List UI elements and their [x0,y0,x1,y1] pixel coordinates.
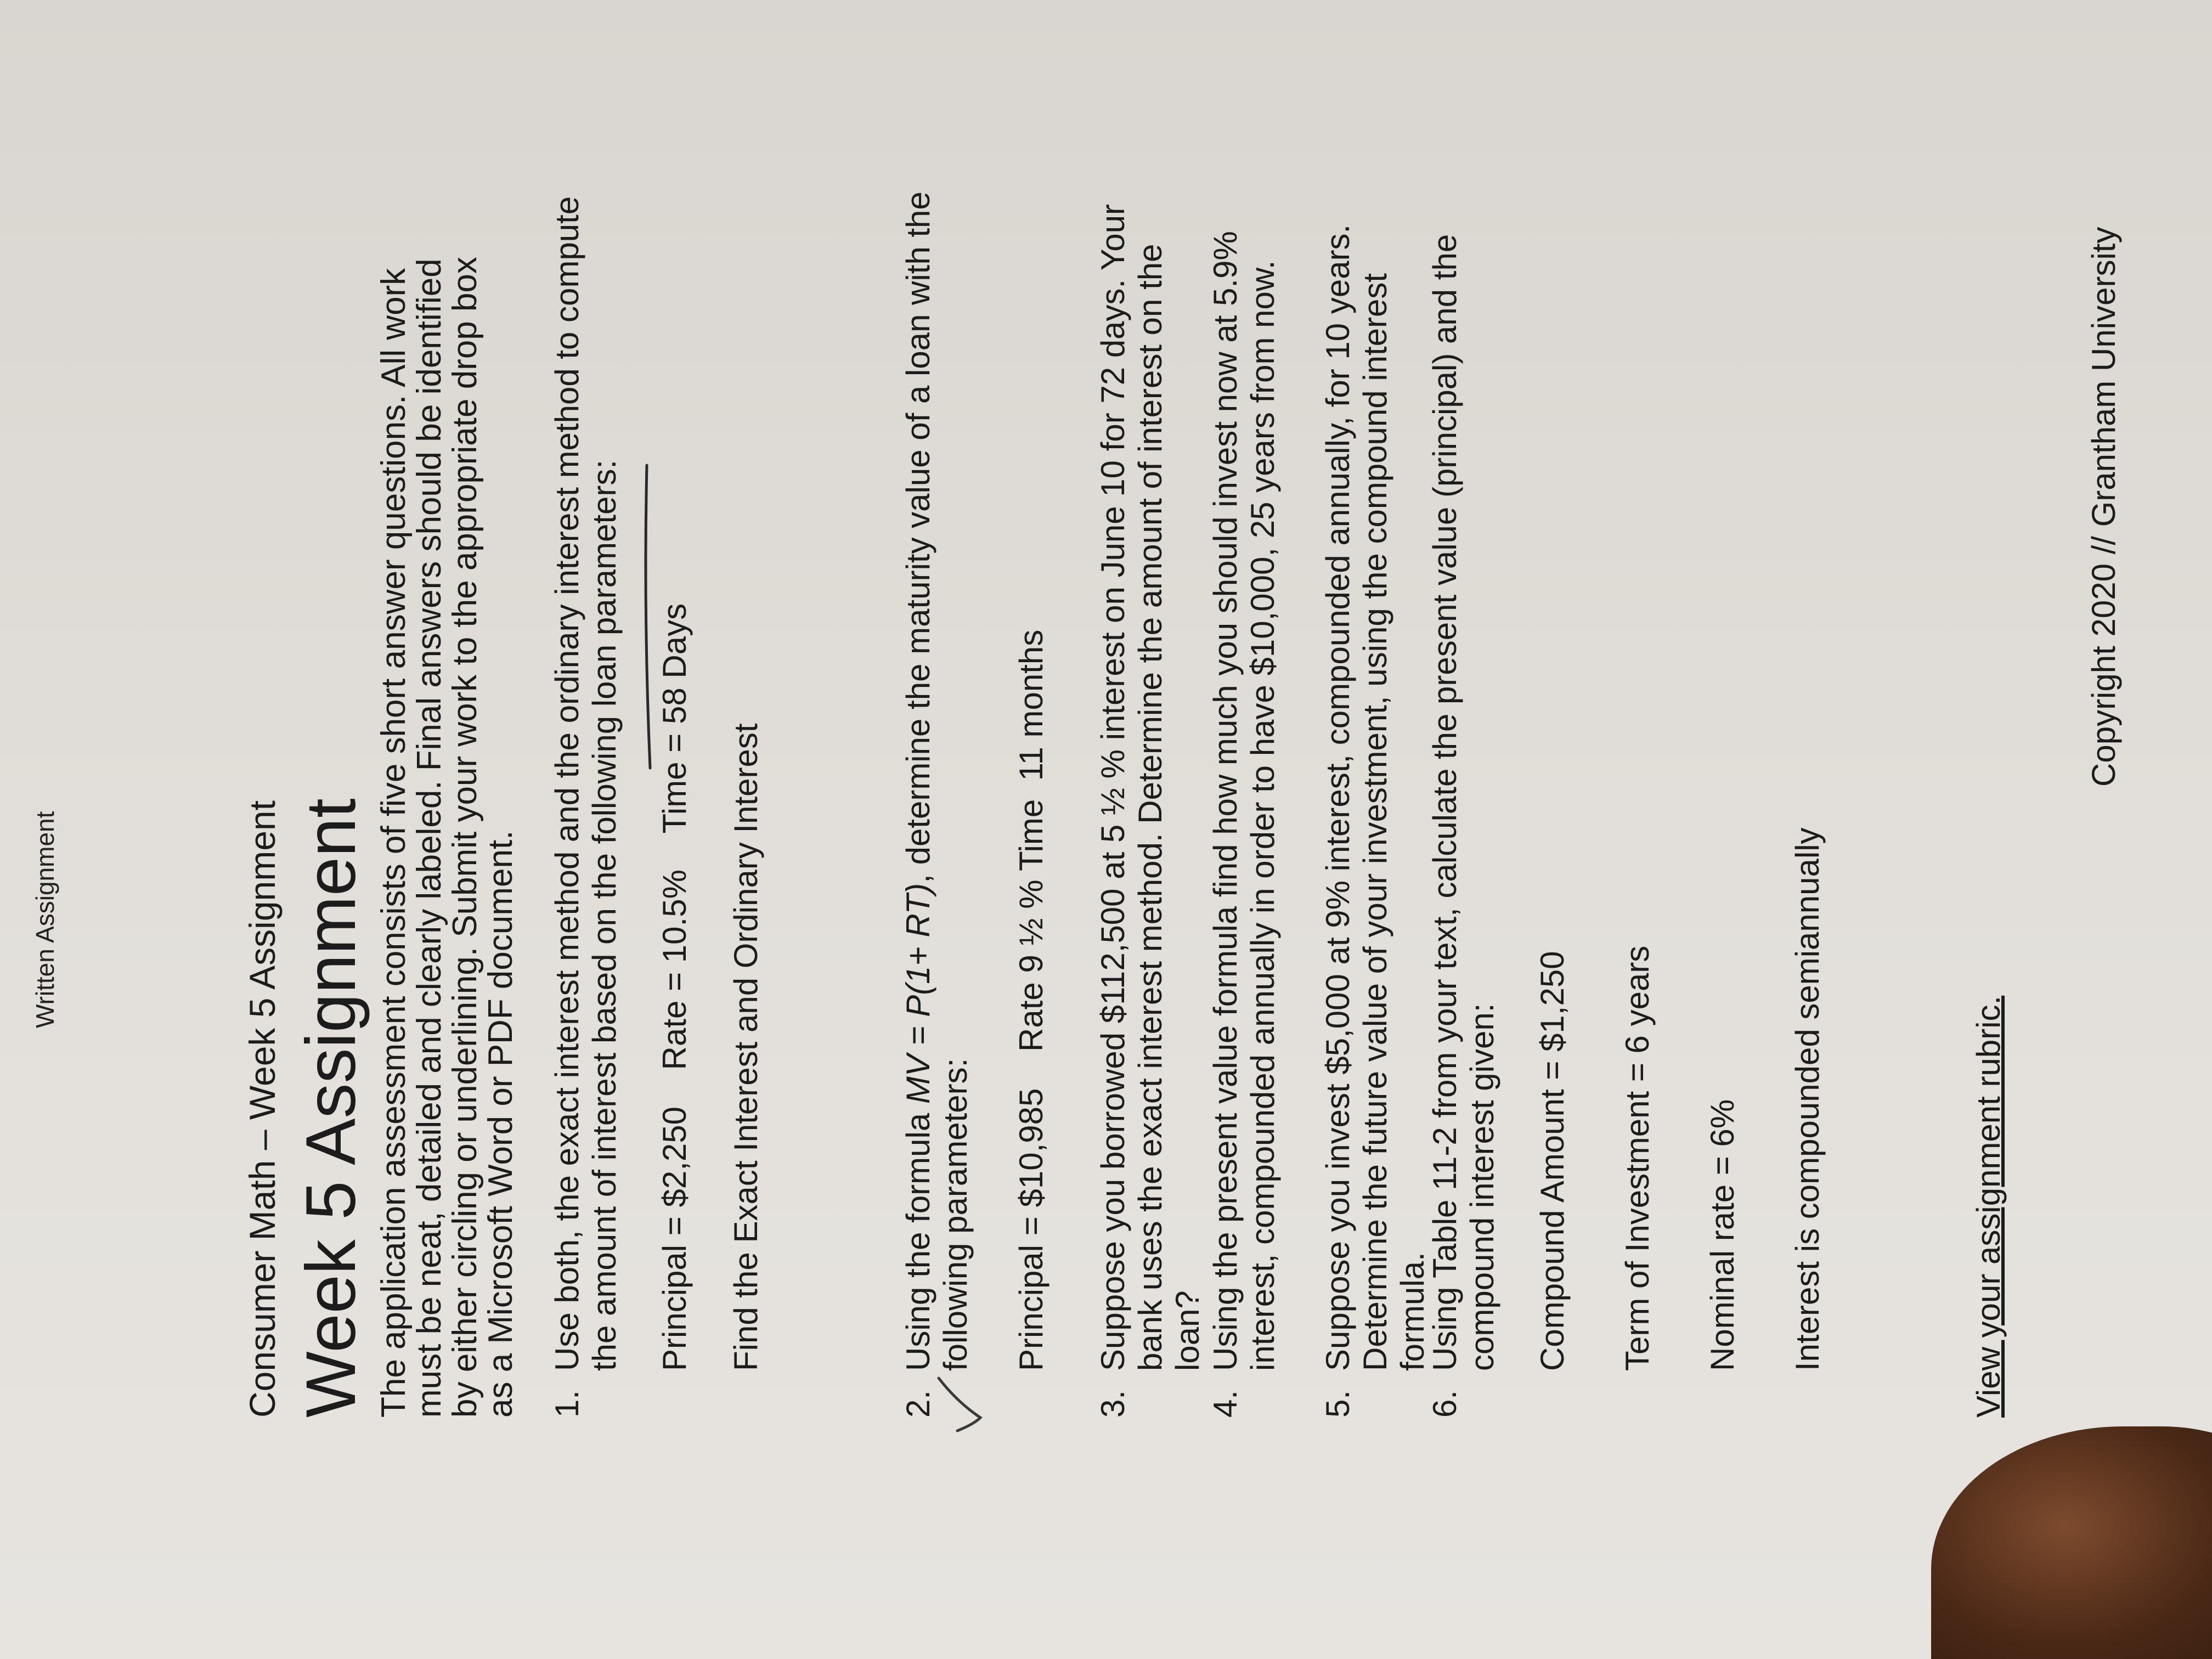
maturity-formula: MV = P(1+ RT) [900,883,936,1104]
question-1-instruction: Find the Exact Interest and Ordinary Interest [727,723,764,1371]
intro-text-questions: questions [375,404,413,550]
nominal-rate: Nominal rate = 6% [1704,1099,1741,1371]
question-number: 3. [1094,1390,1131,1418]
compound-amount: Compound Amount = $1,250 [1534,951,1571,1371]
intro-text-1: The application assessment consists of five short answer [375,550,413,1418]
term-of-investment: Term of Investment = 6 years [1619,945,1656,1371]
course-title: Consumer Math – Week 5 Assignment [242,800,283,1418]
question-number: 5. [1319,1390,1356,1418]
question-1 [549,156,623,1418]
question-text: Suppose you borrowed $112,500 at 5 ½ % interest on June 10 for 72 days. Your bank uses the exact interest method. Determine the amount of interest on the loan? [1094,204,1206,1371]
question-text-b: , determine the maturity value of a loan with the following parameters: [900,191,974,1371]
intro-text-2: . All work must be neat, detailed and clearly labeled. Final answers should be identified by either circling or underlining. Submit your work to the appropriate drop box as a Microsoft Word or PDF document. [375,257,520,1418]
question-text: Use both, the exact interest method and the ordinary interest method to compute the amount of interest based on the following loan parameters: [549,196,623,1371]
question-text-a: Using the formula [900,1104,936,1371]
question-6 [1426,156,1501,1418]
header-label: Written Assignment [31,811,59,1028]
question-number: 4. [1207,1390,1244,1418]
question-5 [1319,156,1431,1418]
question-3 [1094,156,1206,1418]
rubric-link[interactable]: View your assignment rubric. [1970,995,2007,1418]
page-heading: Week 5 Assignment [292,798,370,1418]
question-text: Using the present value formula find how much you should invest now at 5.9% interest, compounded annually in order to have $10,000, 25 years from now. [1207,231,1281,1371]
question-2-parameters: Principal = $10,985 Rate 9 ½ % Time 11 months [1013,629,1049,1371]
question-text: Suppose you invest $5,000 at 9% interest, compounded annually, for 10 years. Determine the future value of your investment, using the compound interest formula. [1319,224,1431,1371]
question-4 [1207,156,1282,1418]
question-text: Using Table 11-2 from your text, calculate the present value (principal) and the compound interest given: [1426,234,1500,1371]
copyright-text: Copyright 2020 // Grantham University [2085,227,2122,787]
question-number: 6. [1426,1390,1463,1418]
question-number: 1. [549,1390,585,1418]
intro-paragraph [376,238,518,1418]
question-1-parameters: Principal = $2,250 Rate = 10.5% Time = 58 Days [656,603,693,1371]
pencil-check-mark [935,1375,985,1435]
compounding-frequency: Interest is compounded semiannually [1789,827,1826,1371]
question-2 [900,156,974,1418]
pen-underline-mark [639,463,656,770]
question-number: 2. [900,1390,936,1418]
question-text [900,156,974,1371]
